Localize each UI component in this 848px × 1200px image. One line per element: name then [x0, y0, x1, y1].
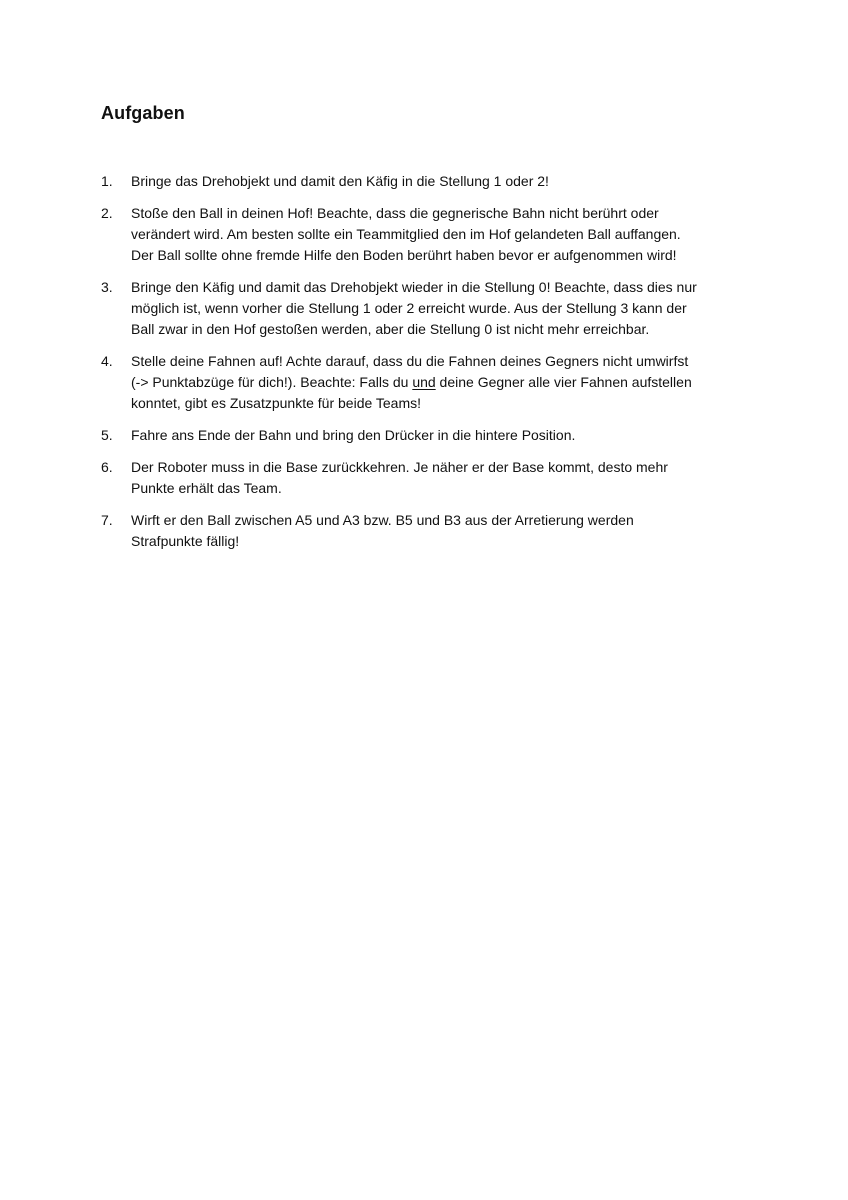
task-line-with-emphasis	[131, 372, 751, 393]
task-line: Ball zwar in den Hof gestoßen werden, aber die Stellung 0 ist nicht mehr erreichbar.	[131, 321, 650, 337]
task-line: Bringe den Käfig und damit das Drehobjekt wieder in die Stellung 0! Beachte, dass dies nur	[131, 279, 697, 295]
task-line: Der Ball sollte ohne fremde Hilfe den Boden berührt haben bevor er aufgenommen wird!	[131, 247, 677, 263]
task-number: 4.	[101, 353, 113, 369]
task-text	[131, 351, 751, 414]
task-line: Stelle deine Fahnen auf! Achte darauf, dass du die Fahnen deines Gegners nicht umwirfst	[131, 353, 689, 369]
page-heading: Aufgaben	[101, 103, 185, 123]
task-list	[101, 171, 751, 563]
task-line: verändert wird. Am besten sollte ein Teammitglied den im Hof gelandeten Ball auffangen.	[131, 226, 681, 242]
task-line: Wirft er den Ball zwischen A5 und A3 bzw. B5 und B3 aus der Arretierung werden	[131, 512, 634, 528]
task-number: 3.	[101, 279, 113, 295]
task-text-segment: (-> Punktabzüge für dich!). Beachte: Falls du	[131, 374, 413, 390]
task-text	[131, 171, 751, 192]
task-line: Strafpunkte fällig!	[131, 533, 240, 549]
task-line: Bringe das Drehobjekt und damit den Käfig in die Stellung 1 oder 2!	[131, 173, 549, 189]
task-item-7	[101, 510, 751, 552]
task-item-3	[101, 277, 751, 340]
task-item-2	[101, 203, 751, 266]
task-item-1	[101, 171, 751, 192]
task-number: 6.	[101, 459, 113, 475]
task-line: möglich ist, wenn vorher die Stellung 1 oder 2 erreicht wurde. Aus der Stellung 3 kann der	[131, 300, 687, 316]
task-text-segment: deine Gegner alle vier Fahnen aufstellen	[435, 374, 692, 390]
task-text	[131, 510, 751, 552]
task-item-6	[101, 457, 751, 499]
task-text	[131, 425, 751, 446]
task-item-5	[101, 425, 751, 446]
task-item-4	[101, 351, 751, 414]
task-line: Fahre ans Ende der Bahn und bring den Drücker in die hintere Position.	[131, 427, 576, 443]
task-number: 5.	[101, 427, 113, 443]
task-number: 2.	[101, 205, 113, 221]
task-line: Stoße den Ball in deinen Hof! Beachte, dass die gegnerische Bahn nicht berührt oder	[131, 205, 659, 221]
task-text	[131, 277, 751, 340]
task-line: Der Roboter muss in die Base zurückkehren. Je näher er der Base kommt, desto mehr	[131, 459, 668, 475]
task-text	[131, 203, 751, 266]
task-line: Punkte erhält das Team.	[131, 480, 282, 496]
task-text	[131, 457, 751, 499]
task-number: 1.	[101, 173, 113, 189]
task-number: 7.	[101, 512, 113, 528]
underlined-word: und	[412, 374, 436, 390]
task-line: konntet, gibt es Zusatzpunkte für beide Teams!	[131, 395, 422, 411]
